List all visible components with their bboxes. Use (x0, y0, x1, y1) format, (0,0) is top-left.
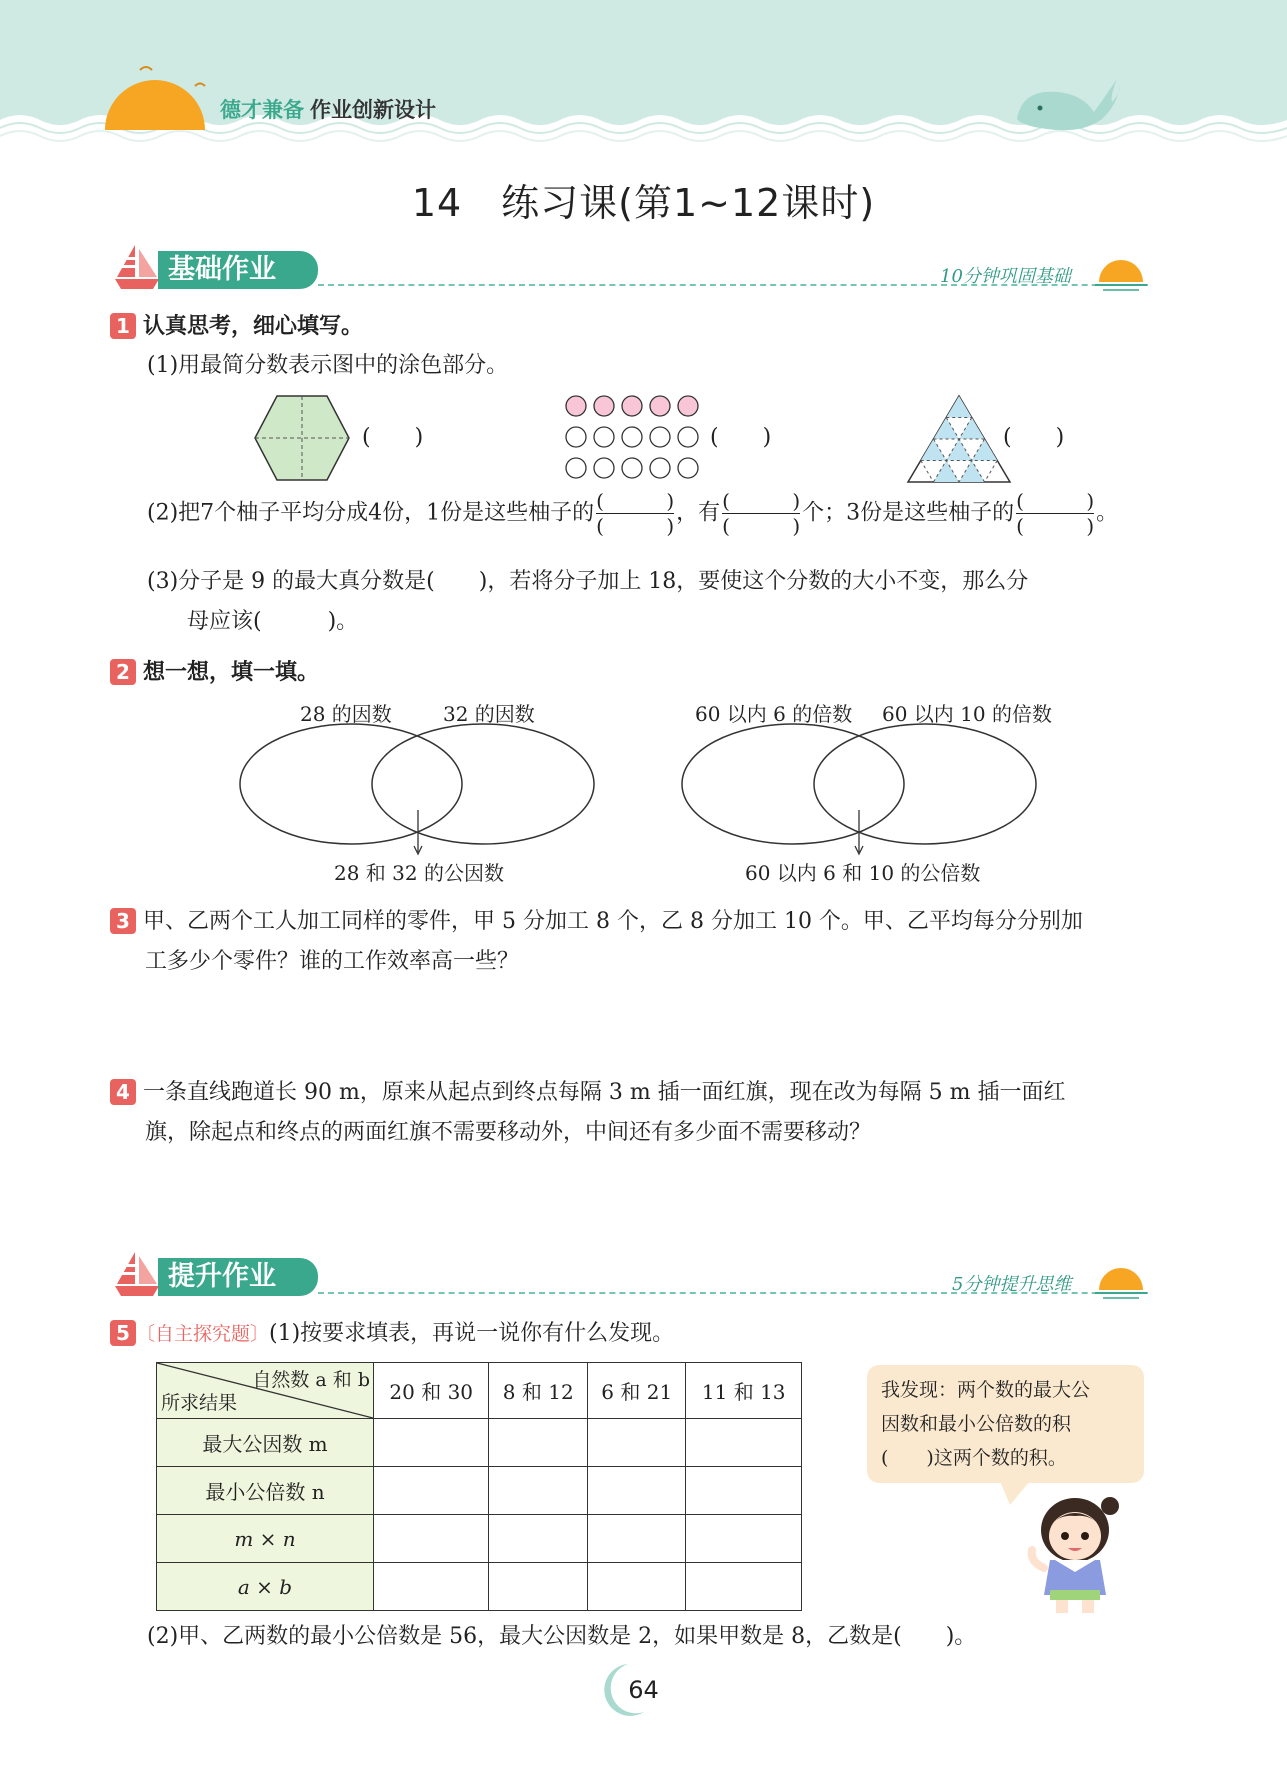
venn1-right-label: 32 的因数 (443, 702, 535, 726)
section-basic-bar (158, 251, 318, 289)
q5-tag: 〔自主探究题〕 (136, 1323, 270, 1345)
table-cell[interactable] (587, 1467, 686, 1515)
paren-left: ( (722, 514, 730, 538)
paren-left: ( (722, 489, 730, 513)
q1-title-text: 认真思考，细心填写。 (143, 314, 364, 339)
boat-icon (113, 243, 161, 291)
table-cell[interactable] (686, 1515, 802, 1563)
row-header: a × b (157, 1563, 374, 1611)
row-header: 最小公倍数 n (157, 1467, 374, 1515)
table-cell[interactable] (587, 1563, 686, 1611)
fraction-line (722, 513, 800, 514)
q5-part1: (1)按要求填表，再说一说你有什么发现。 (269, 1321, 675, 1346)
brand-dark: 作业创新设计 (310, 97, 436, 122)
venn2-left-label: 60 以内 6 的倍数 (695, 702, 853, 726)
q3-line2: 工多少个零件？谁的工作效率高一些？ (145, 949, 520, 974)
table-cell[interactable] (587, 1419, 686, 1467)
whale-icon (1012, 74, 1122, 134)
table-cell[interactable] (686, 1563, 802, 1611)
table-cell[interactable] (374, 1467, 489, 1515)
girl-character-icon (1020, 1490, 1130, 1615)
column-header: 8 和 12 (489, 1363, 588, 1419)
section-basic-subtitle: 10分钟巩固基础 (940, 266, 1071, 287)
table-cell[interactable] (374, 1563, 489, 1611)
q4-line1-text: 一条直线跑道长 90 m，原来从起点到终点每隔 3 m 插一面红旗，现在改为每隔 5 m 插一面红 (143, 1080, 1066, 1105)
table-row (157, 1515, 802, 1563)
table-corner-cell (157, 1363, 374, 1419)
column-header: 6 和 21 (587, 1363, 686, 1419)
q5-number: 5 (110, 1320, 136, 1346)
bubble-line-3[interactable]: ( )这两个数的积。 (881, 1447, 1067, 1469)
table-cell[interactable] (686, 1419, 802, 1467)
q3-number: 3 (110, 908, 136, 934)
q2-title (110, 657, 319, 689)
venn-diagram-1 (238, 722, 598, 872)
brand-title (220, 94, 436, 124)
paren-left: ( (596, 489, 604, 513)
fraction-blank-1[interactable] (596, 490, 674, 537)
bubble-line-2: 因数和最小公倍数的积 (881, 1413, 1072, 1435)
q4-line1 (110, 1077, 1066, 1109)
paren-right: ) (1086, 489, 1095, 513)
corner-top-label: 自然数 a 和 b (252, 1369, 370, 1391)
q3-line1-text: 甲、乙两个工人加工同样的零件，甲 5 分加工 8 个，乙 8 分加工 10 个。甲、乙平均每分分别加 (143, 909, 1083, 934)
paren-left: ( (1016, 489, 1024, 513)
small-sun-icon-2 (1093, 1260, 1149, 1300)
venn1-bottom-label: 28 和 32 的公因数 (334, 861, 504, 885)
q1-part3-line1: (3)分子是 9 的最大真分数是( )，若将分子加上 18，要使这个分数的大小不变，那么分 (147, 569, 1029, 594)
fraction-line (596, 513, 674, 514)
section-basic-label: 基础作业 (168, 254, 276, 285)
circles-figure (563, 393, 703, 483)
section-advanced-subtitle: 5分钟提升思维 (952, 1274, 1072, 1295)
paren-right: ) (792, 514, 801, 538)
corner-bottom-label: 所求结果 (161, 1392, 238, 1414)
q5-part2: (2)甲、乙两数的最小公倍数是 56，最大公因数是 2，如果甲数是 8，乙数是( )。 (147, 1624, 977, 1649)
q1-part1: (1)用最简分数表示图中的涂色部分。 (147, 353, 509, 378)
paren-right: ) (1086, 514, 1095, 538)
table-cell[interactable] (489, 1563, 588, 1611)
column-header: 20 和 30 (374, 1363, 489, 1419)
q3-line1 (110, 906, 1083, 938)
row-header: m × n (157, 1515, 374, 1563)
sun-icon (100, 62, 210, 130)
table-row (157, 1467, 802, 1515)
q2-title-text: 想一想，填一填。 (143, 660, 320, 685)
hexagon-figure (252, 393, 352, 483)
q4-number: 4 (110, 1079, 136, 1105)
small-sun-icon (1093, 252, 1149, 292)
venn1-left-label: 28 的因数 (300, 702, 392, 726)
bubble-line-1: 我发现：两个数的最大公 (881, 1379, 1091, 1401)
table-cell[interactable] (489, 1467, 588, 1515)
table-cell[interactable] (374, 1515, 489, 1563)
q1-part2 (147, 490, 1118, 537)
boat-icon-2 (113, 1250, 161, 1298)
table-cell[interactable] (374, 1419, 489, 1467)
triangle-figure (905, 393, 1013, 485)
page-title: 14 练习课(第1~12课时) (411, 181, 876, 225)
q1-triangle-blank[interactable]: ( ) (1003, 425, 1065, 450)
q1-number: 1 (110, 313, 136, 339)
paren-right: ) (666, 489, 675, 513)
table-cell[interactable] (489, 1515, 588, 1563)
q4-line2: 旗，除起点和终点的两面红旗不需要移动外，中间还有多少面不需要移动？ (145, 1120, 872, 1145)
q1-circles-blank[interactable]: ( ) (710, 425, 772, 450)
paren-left: ( (596, 514, 604, 538)
q1-part2-a: (2)把7个柚子平均分成4份，1份是这些柚子的 (147, 500, 595, 526)
q1-part3-line2: 母应该( )。 (187, 609, 359, 634)
table-row (157, 1563, 802, 1611)
fraction-line (1016, 513, 1094, 514)
q5-table (156, 1362, 802, 1611)
fraction-blank-2[interactable] (722, 490, 800, 537)
section-advanced-bar (158, 1258, 318, 1296)
table-cell[interactable] (587, 1515, 686, 1563)
paren-right: ) (792, 489, 801, 513)
row-header: 最大公因数 m (157, 1419, 374, 1467)
discovery-bubble (867, 1365, 1144, 1483)
q1-part2-b: ，有 (676, 500, 721, 526)
table-cell[interactable] (686, 1467, 802, 1515)
q1-title (110, 311, 363, 343)
section-advanced-label: 提升作业 (168, 1261, 276, 1292)
fraction-blank-3[interactable] (1016, 490, 1094, 537)
venn-diagram-2 (680, 722, 1040, 872)
q1-part2-c: 个；3份是这些柚子的 (802, 500, 1015, 526)
column-header: 11 和 13 (686, 1363, 802, 1419)
q2-number: 2 (110, 659, 136, 685)
paren-left: ( (1016, 514, 1024, 538)
table-row (157, 1419, 802, 1467)
venn2-bottom-label: 60 以内 6 和 10 的公倍数 (745, 861, 981, 885)
table-cell[interactable] (489, 1419, 588, 1467)
page-number: 64 (628, 1676, 659, 1704)
q1-hex-blank[interactable]: ( ) (362, 425, 424, 450)
q1-part2-d: 。 (1096, 500, 1119, 526)
q5-title (110, 1318, 674, 1350)
brand-green: 德才兼备 (220, 97, 304, 122)
paren-right: ) (666, 514, 675, 538)
venn2-right-label: 60 以内 10 的倍数 (882, 702, 1052, 726)
